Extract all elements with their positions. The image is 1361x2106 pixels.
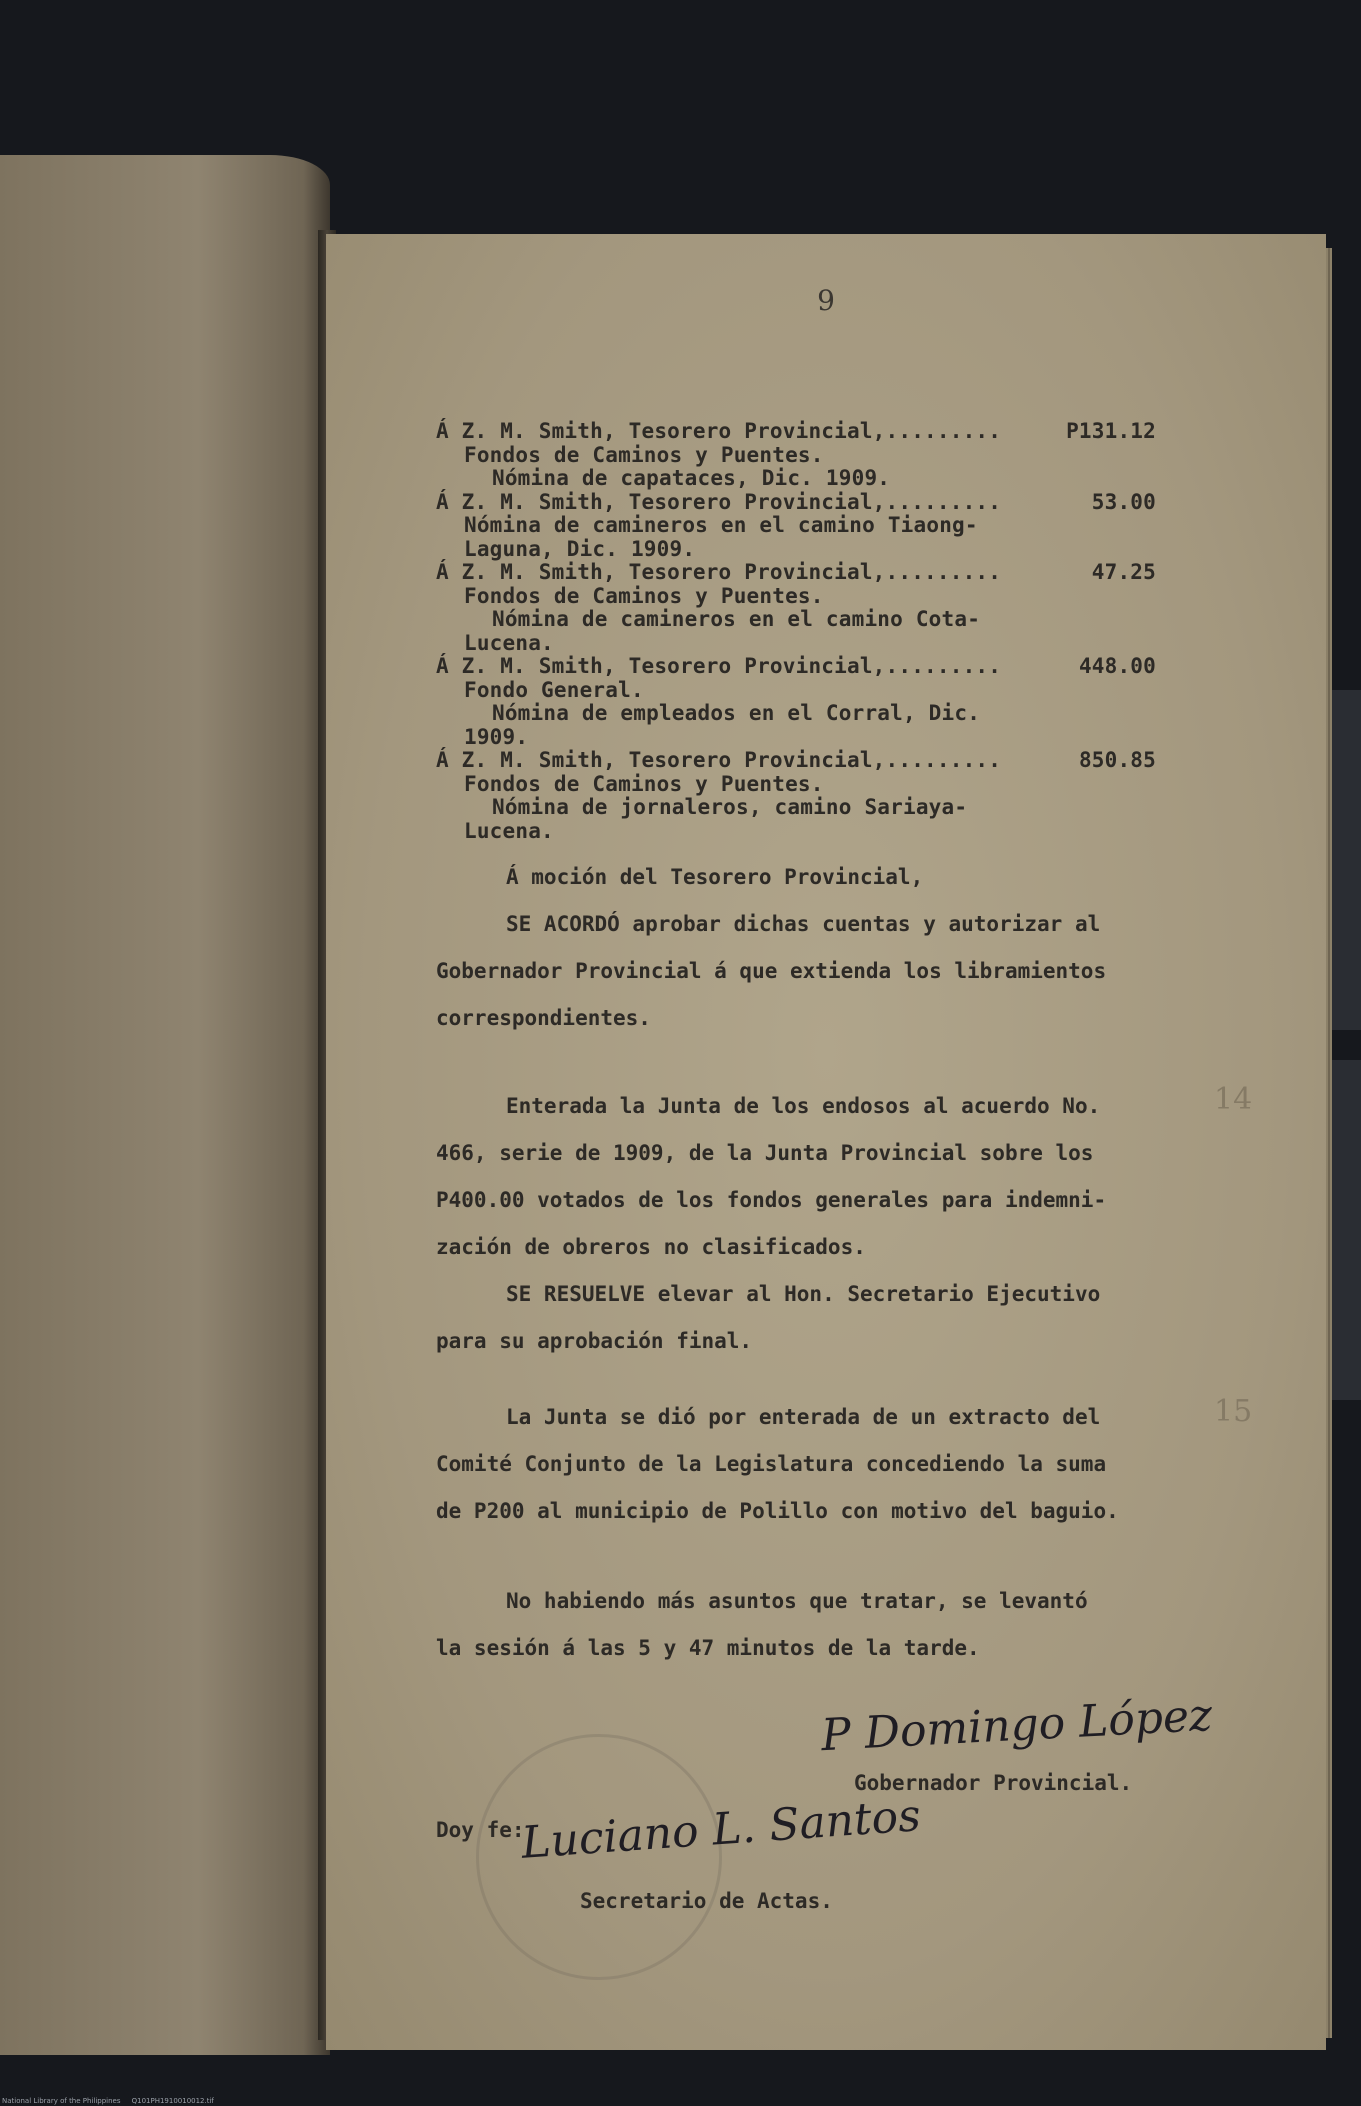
payment-entry xyxy=(436,749,1156,843)
governor-signature: P Domingo López xyxy=(819,1689,1214,1762)
entry-line: Nómina de camineros en el camino Cota- xyxy=(492,607,981,631)
text-line: correspondientes. xyxy=(436,1006,651,1030)
payment-entry xyxy=(436,491,1156,562)
payment-entries xyxy=(436,420,1156,843)
entry-line: Lucena. xyxy=(464,630,554,655)
entry-line: Á Z. M. Smith, Tesorero Provincial,......... P131.12 xyxy=(436,419,1156,443)
text-line: Enterada la Junta de los endosos al acuerdo No. xyxy=(506,1094,1101,1118)
page-number: 9 xyxy=(817,284,835,317)
entry-line: Nómina de camineros en el camino Tiaong- xyxy=(464,513,978,537)
secretary-signature: Luciano L. Santos xyxy=(519,1790,923,1869)
text-line: 466, serie de 1909, de la Junta Provincial sobre los xyxy=(436,1141,1094,1165)
text-line: La Junta se dió por enterada de un extracto del xyxy=(506,1405,1101,1429)
entry-line: Nómina de jornaleros, camino Sariaya- xyxy=(492,795,968,819)
entry-amount: P131.12 xyxy=(1066,419,1156,443)
text-line: P400.00 votados de los fondos generales para indemni- xyxy=(436,1188,1107,1212)
side-tab xyxy=(1332,690,1361,1030)
entry-line: 1909. xyxy=(464,724,529,749)
entry-line: Á Z. M. Smith, Tesorero Provincial,......... 47.25 xyxy=(436,560,1156,584)
payment-entry xyxy=(436,561,1156,655)
text-line: para su aprobación final. xyxy=(436,1329,753,1353)
text-line: SE ACORDÓ aprobar dichas cuentas y autorizar al xyxy=(506,912,1101,936)
paragraph-item-15 xyxy=(436,1394,1196,1535)
margin-number-15: 15 xyxy=(1214,1394,1253,1429)
text-line: Comité Conjunto de la Legislatura concediendo la suma xyxy=(436,1452,1107,1476)
governor-title: Gobernador Provincial. xyxy=(854,1771,1133,1795)
entry-line: Á Z. M. Smith, Tesorero Provincial,......... 850.85 xyxy=(436,748,1156,772)
side-tab xyxy=(1332,1060,1361,1400)
doy-fe-label: Doy fe: xyxy=(436,1818,525,1842)
text-line: SE RESUELVE elevar al Hon. Secretario Ejecutivo xyxy=(506,1282,1101,1306)
payment-entry xyxy=(436,655,1156,749)
entry-line: Fondos de Caminos y Puentes. xyxy=(464,771,824,796)
paragraph-mocion xyxy=(436,854,1196,1042)
entry-line: Fondos de Caminos y Puentes. xyxy=(464,442,824,467)
scan-footer: National Library of the Philippines Q101PH1910010012.tif xyxy=(2,2097,214,2105)
margin-number-14: 14 xyxy=(1214,1082,1253,1117)
document-page xyxy=(326,234,1326,2050)
entry-line: Laguna, Dic. 1909. xyxy=(464,536,696,561)
entry-amount: 47.25 xyxy=(1091,560,1156,584)
entry-amount: 850.85 xyxy=(1078,748,1156,772)
entry-line: Á Z. M. Smith, Tesorero Provincial,......... 53.00 xyxy=(436,489,1156,514)
entry-line: Lucena. xyxy=(464,818,554,843)
secretary-title: Secretario de Actas. xyxy=(580,1889,833,1913)
text-line: de P200 al municipio de Polillo con motivo del baguio. xyxy=(436,1499,1119,1523)
text-line: la sesión á las 5 y 47 minutos de la tarde. xyxy=(436,1636,980,1660)
paragraph-closing xyxy=(436,1578,1196,1672)
entry-amount: 448.00 xyxy=(1078,654,1156,678)
entry-line: Nómina de capataces, Dic. 1909. xyxy=(492,466,891,490)
text-line: Gobernador Provincial á que extienda los libramientos xyxy=(436,959,1107,983)
entry-line: Nómina de empleados en el Corral, Dic. xyxy=(492,701,981,725)
text-line: Á moción del Tesorero Provincial, xyxy=(506,865,924,889)
left-page xyxy=(0,155,330,2055)
payment-entry xyxy=(436,420,1156,491)
entry-line: Fondo General. xyxy=(464,677,644,702)
entry-line: Fondos de Caminos y Puentes. xyxy=(464,583,824,608)
paragraph-item-14 xyxy=(436,1083,1196,1365)
text-line: No habiendo más asuntos que tratar, se levantó xyxy=(506,1589,1088,1613)
entry-amount: 53.00 xyxy=(1091,489,1156,514)
entry-line: Á Z. M. Smith, Tesorero Provincial,......... 448.00 xyxy=(436,654,1156,678)
text-line: zación de obreros no clasificados. xyxy=(436,1235,866,1259)
